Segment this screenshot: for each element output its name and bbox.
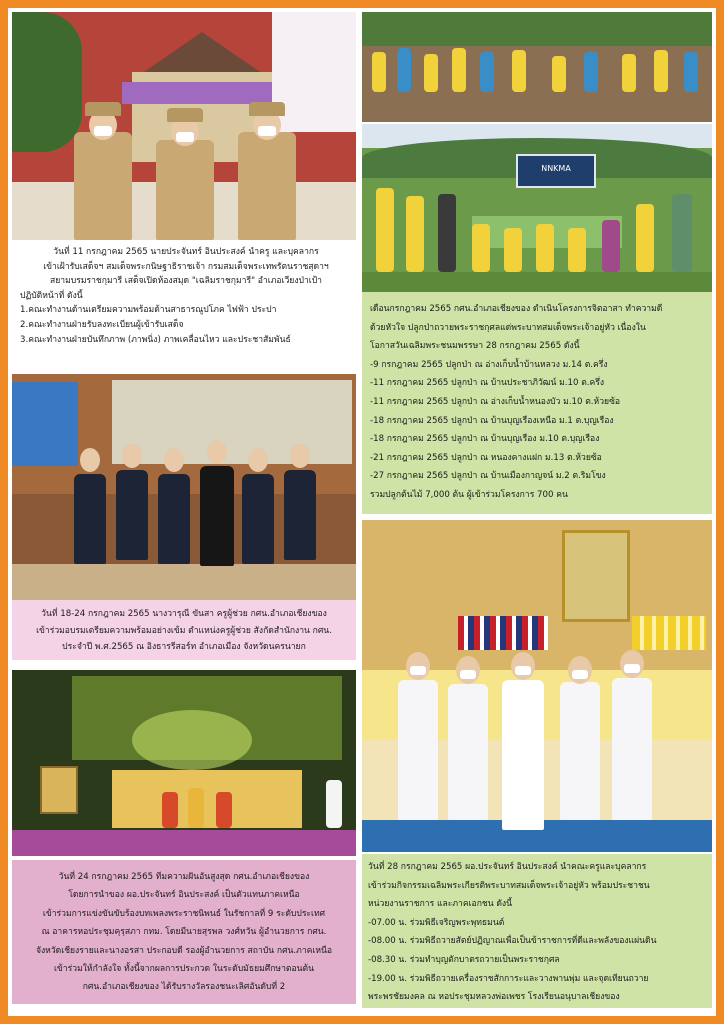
caption-line: โดยการนำของ ผอ.ประจันทร์ อินประสงค์ เป็นตัวแทนภาคเหนือ	[68, 890, 300, 901]
caption-line: -21 กรกฎาคม 2565 ปลูกป่า ณ หนองคางแฝก ม.13 ต.ห้วยซ้อ	[370, 452, 602, 463]
photo-library-opening	[12, 12, 356, 240]
caption-line: เข้าร่วมอบรมเตรียมความพร้อมอย่างเข้ม ตำแหน่งครูผู้ช่วย สังกัดสำนักงาน กศน.	[36, 625, 332, 636]
stage-backdrop	[112, 770, 302, 828]
grass	[362, 272, 712, 294]
caption-line: เข้าเฝ้ารับเสด็จฯ สมเด็จพระกนิษฐาธิราชเจ้า กรมสมเด็จพระเทพรัตนราชสุดาฯ	[43, 261, 329, 272]
caption-library-opening	[12, 242, 356, 358]
purple-drape	[122, 82, 282, 104]
caption-line: -27 กรกฎาคม 2565 ปลูกป่า ณ บ้านเมืองกาญจน์ ม.2 ต.ริมโขง	[370, 471, 606, 482]
caption-line: -19.00 น. ร่วมพิธีถวายเครื่องราชสักการะและวางพานพุ่ม และจุดเทียนถวาย	[368, 973, 649, 984]
caption-line: ปฏิบัติหน้าที่ ดังนี้	[20, 290, 83, 301]
photo-ceremony	[362, 520, 712, 852]
caption-line: กศน.อำเภอเชียงของ ได้รับรางวัลรองชนะเลิศอันดับที่ 2	[82, 982, 286, 993]
park-sign-icon	[516, 154, 596, 188]
photo-training	[12, 374, 356, 600]
caption-line: -08.30 น. ร่วมทำบุญตักบาตรถวายเป็นพระราชกุศล	[368, 954, 560, 965]
caption-line: หน่วยงานราชการ และภาคเอกชน ดังนี้	[368, 899, 512, 910]
caption-line: -11 กรกฎาคม 2565 ปลูกป่า ณ บ้านประชาภิวัฒน์ ม.10 ต.ครึ่ง	[370, 378, 605, 389]
caption-line: เข้าร่วมให้กำลังใจ ทั้งนี้จากผลการประกวด ในระดับมัธยมศึกษาตอนต้น	[53, 964, 314, 975]
light-glow	[132, 710, 252, 770]
tree-line	[362, 12, 712, 46]
yellow-flags	[632, 616, 706, 650]
caption-line: เข้าร่วมการแข่งขันขับร้องบทเพลงพระราชนิพนธ์ ในรัชกาลที่ 9 ระดับประเทศ	[42, 908, 326, 919]
caption-line: วันที่ 28 กรกฎาคม 2565 ผอ.ประจันทร์ อินประสงค์ นำคณะครูและบุคลากร	[368, 862, 647, 872]
caption-line: วันที่ 11 กรกฎาคม 2565 นายประจันทร์ อินประสงค์ นำครู และบุคลากร	[53, 247, 319, 257]
caption-line: -18 กรกฎาคม 2565 ปลูกป่า ณ บ้านบุญเรือง ม.10 ต.บุญเรือง	[370, 434, 600, 445]
caption-line: -11 กรกฎาคม 2565 ปลูกป่า ณ อ่างเก็บน้ำหนองบัว ม.10 ต.ห้วยซ้อ	[370, 396, 621, 407]
photo-group-sign	[362, 124, 712, 294]
caption-competition	[12, 860, 356, 1004]
caption-line: ประจำปี พ.ศ.2565 ณ อิงธารรีสอร์ท อำเภอเมือง จังหวัดนครนายก	[62, 642, 306, 652]
caption-line: วันที่ 18-24 กรกฎาคม 2565 นางวารุณี ขันสา ครูผู้ช่วย กศน.อำเภอเชียงของ	[41, 609, 327, 619]
screen	[12, 382, 78, 466]
caption-line: 3.คณะทำงานฝ่ายบันทึกภาพ (ภาพนิ่ง) ภาพเคลื่อนไหว และประชาสัมพันธ์	[20, 334, 291, 345]
caption-training	[12, 600, 356, 660]
sign-text: NNKMA	[541, 164, 571, 173]
carpet	[12, 564, 356, 600]
caption-line: วันที่ 24 กรกฎาคม 2565 ทีมความฝันอันสูงสุด กศน.อำเภอเชียงของ	[58, 872, 310, 882]
flower-row	[12, 830, 356, 856]
tree-left	[12, 12, 82, 152]
caption-line: เข้าร่วมกิจกรรมเฉลิมพระเกียรติพระบาทสมเด็จพระเจ้าอยู่หัว พร้อมประชาชน	[368, 880, 650, 891]
caption-line: -08.00 น. ร่วมพิธีถวายสัตย์ปฏิญาณเพื่อเป็นข้าราชการที่ดีและพลังของแผ่นดิน	[368, 936, 657, 947]
photo-singing-stage	[12, 670, 356, 856]
caption-line: -9 กรกฎาคม 2565 ปลูกป่า ณ อ่างเก็บน้ำบ้านหลวง ม.14 ต.ครึ่ง	[370, 359, 608, 370]
caption-line: จังหวัดเชียงรายและนางอรสา ประกอบดี รองผู้อำนวยการ สถาบัน กศน.ภาคเหนือ	[35, 945, 333, 956]
caption-tree-planting	[362, 292, 712, 514]
caption-line: รวมปลูกต้นไม้ 7,000 ต้น ผู้เข้าร่วมโครงการ 700 คน	[370, 489, 568, 500]
page-inner	[8, 8, 716, 1016]
caption-line: 1.คณะทำงานด้านเตรียมความพร้อมด้านสาธารณูปโภค ไฟฟ้า ประปา	[20, 305, 277, 316]
caption-ceremony	[362, 854, 712, 1008]
photo-field-planting	[362, 12, 712, 122]
caption-line: พระพรชัยมงคล ณ หอประชุมหลวงพ่อเพชร โรงเรียนอนุบาลเชียงของ	[368, 992, 620, 1003]
king-portrait	[562, 530, 630, 622]
caption-line: เดือนกรกฎาคม 2565 กศน.อำเภอเชียงของ ดำเนินโครงการจิตอาสา ทำความดี	[370, 304, 663, 314]
caption-line: 2.คณะทำงานฝ่ายรับลงทะเบียนผู้เข้ารับเสด็จ	[20, 319, 184, 330]
caption-line: ด้วยหัวใจ ปลูกป่าถวายพระราชกุศลแด่พระบาทสมเด็จพระเจ้าอยู่หัว เนื่องใน	[370, 322, 646, 333]
flag-row	[458, 616, 548, 650]
caption-line: สยามบรมราชกุมารี เสด็จเปิดห้องสมุด "เฉลิมราชกุมารี" อำเภอเวียงป่าเป้า	[49, 276, 323, 287]
caption-line: ณ อาคารหอประชุมคุรุสภา กทม. โดยมีนายสุรพล วงศ์หวัน ผู้อำนวยการ กศน.	[41, 927, 327, 938]
caption-line: -18 กรกฎาคม 2565 ปลูกป่า ณ บ้านบุญเรืองเหนือ ม.1 ต.บุญเรือง	[370, 415, 614, 426]
caption-line: -07.00 น. ร่วมพิธีเจริญพระพุทธมนต์	[368, 917, 505, 928]
caption-line: โอกาสวันเฉลิมพระชนมพรรษา 28 กรกฎาคม 2565 ดังนี้	[370, 341, 580, 352]
backdrop-banner	[112, 380, 352, 464]
portrait-frame	[40, 766, 78, 814]
